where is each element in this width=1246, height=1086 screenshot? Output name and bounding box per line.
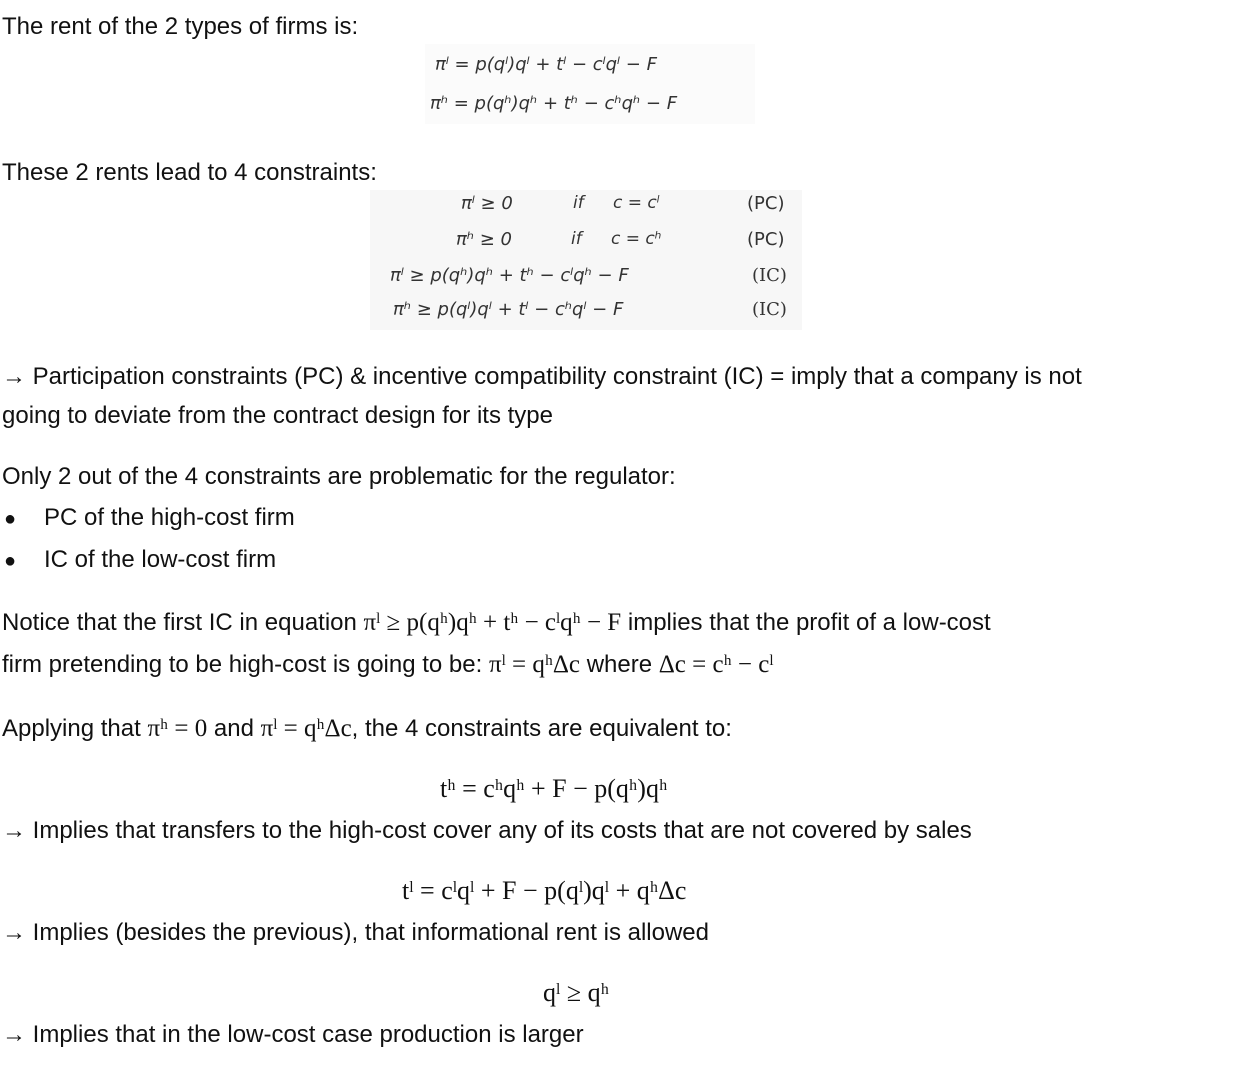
notice-math-profit: πˡ = qʰΔc (488, 651, 581, 678)
constraint-1-tag: (PC) (747, 193, 785, 214)
constraint-2-if: if (571, 229, 582, 249)
applying-line: Applying that πʰ = 0 and πˡ = qʰΔc, the 4 constraints are equivalent to: (2, 715, 732, 742)
constraint-1-if: if (573, 193, 584, 213)
arrow-icon: → (2, 1021, 26, 1048)
notice-math-ic: πˡ ≥ p(qʰ)qʰ + tʰ − cˡqʰ − F (363, 609, 622, 636)
arrow-icon: → (2, 817, 26, 844)
bullet-item-pc: PC of the high-cost firm (44, 504, 295, 531)
notice-line1: Notice that the first IC in equation πˡ ≥ p(qʰ)qʰ + tʰ − cˡqʰ − F implies that the profit of a low-cost (2, 609, 991, 636)
constraints-intro: These 2 rents lead to 4 constraints: (2, 159, 377, 186)
arrow-icon: → (2, 919, 26, 946)
bullet-icon: ● (4, 550, 17, 572)
pc-ic-paragraph-line2: going to deviate from the contract design for its type (2, 402, 553, 429)
equation-quantity: qˡ ≥ qʰ (543, 978, 609, 1007)
rent-eq-high: πʰ = p(qʰ)qʰ + tʰ − cʰqʰ − F (430, 93, 678, 114)
constraint-2-tag: (PC) (747, 229, 785, 250)
constraint-1-lhs: πˡ ≥ 0 (461, 193, 513, 214)
applying-math-low: πˡ = qʰΔc (260, 715, 352, 742)
implies-line-1: → Implies that transfers to the high-cost cover any of its costs that are not covered by sales (2, 817, 972, 844)
implies-line-2: → Implies (besides the previous), that informational rent is allowed (2, 919, 709, 946)
problematic-intro: Only 2 out of the 4 constraints are problematic for the regulator: (2, 463, 676, 490)
constraint-1-cond: c = cˡ (613, 193, 660, 213)
constraint-4-lhs: πʰ ≥ p(qˡ)qˡ + tˡ − cʰqˡ − F (393, 299, 624, 320)
applying-math-high: πʰ = 0 (147, 715, 208, 742)
bullet-item-ic: IC of the low-cost firm (44, 546, 277, 573)
bullet-icon: ● (4, 508, 17, 530)
constraint-4-tag: (IC) (752, 299, 787, 320)
equation-transfer-low: tˡ = cˡqˡ + F − p(qˡ)qˡ + qʰΔc (402, 876, 687, 905)
intro-text: The rent of the 2 types of firms is: (2, 13, 359, 40)
rent-eq-low: πˡ = p(qˡ)qˡ + tˡ − cˡqˡ − F (435, 54, 657, 75)
notice-math-delta: Δc = cʰ − cˡ (658, 651, 774, 678)
constraint-2-lhs: πʰ ≥ 0 (456, 229, 512, 250)
pc-ic-paragraph-line1: → Participation constraints (PC) & incentive compatibility constraint (IC) = imply that a company is not (2, 363, 1082, 390)
constraint-3-tag: (IC) (752, 265, 787, 286)
arrow-icon: → (2, 363, 26, 390)
constraint-3-lhs: πˡ ≥ p(qʰ)qʰ + tʰ − cˡqʰ − F (390, 265, 629, 286)
constraint-2-cond: c = cʰ (611, 229, 662, 249)
notice-line2: firm pretending to be high-cost is going to be: πˡ = qʰΔc where Δc = cʰ − cˡ (2, 651, 774, 678)
implies-line-3: → Implies that in the low-cost case production is larger (2, 1021, 584, 1048)
equation-transfer-high: tʰ = cʰqʰ + F − p(qʰ)qʰ (440, 774, 668, 803)
